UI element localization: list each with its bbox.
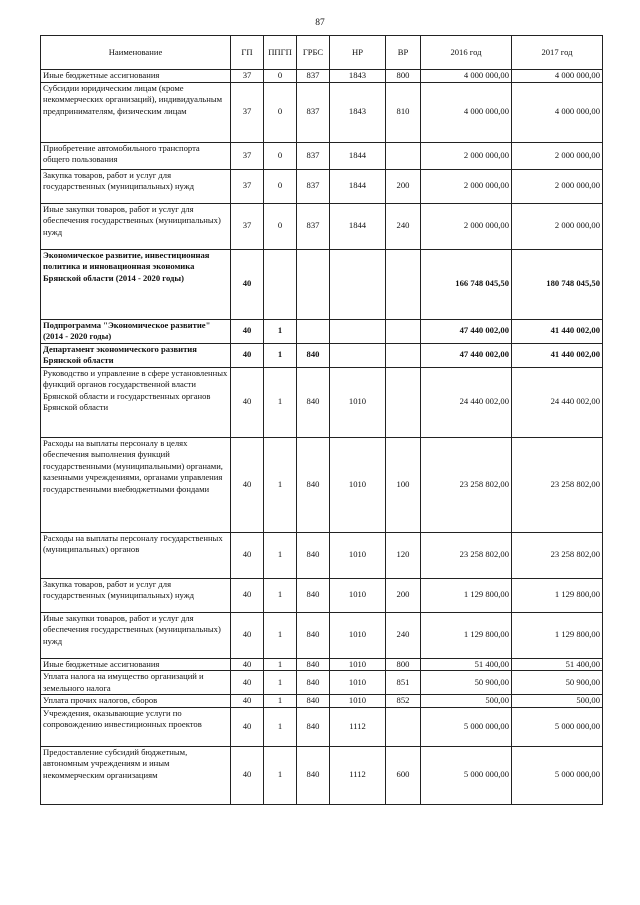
table-header-row (41, 36, 603, 70)
cell-gp: 40 (231, 695, 264, 708)
table-row (41, 142, 603, 169)
budget-table (40, 35, 603, 805)
cell-vr (386, 319, 421, 343)
cell-grbs: 837 (297, 82, 330, 142)
cell-nr (330, 249, 386, 319)
cell-2017: 1 129 800,00 (512, 612, 603, 658)
cell-grbs: 837 (297, 203, 330, 249)
cell-vr: 800 (386, 70, 421, 83)
table-row (41, 532, 603, 578)
cell-2016: 47 440 002,00 (421, 343, 512, 367)
cell-2016: 5 000 000,00 (421, 707, 512, 746)
cell-gp: 40 (231, 343, 264, 367)
header-name: Наименование (41, 36, 231, 70)
table-row (41, 249, 603, 319)
cell-2016: 5 000 000,00 (421, 746, 512, 804)
cell-nr: 1010 (330, 437, 386, 532)
cell-2017: 2 000 000,00 (512, 203, 603, 249)
table-row (41, 82, 603, 142)
cell-2017: 500,00 (512, 695, 603, 708)
cell-ppgp: 0 (264, 142, 297, 169)
cell-vr: 240 (386, 203, 421, 249)
cell-grbs: 840 (297, 367, 330, 437)
cell-name: Департамент экономического развития Брянской области (41, 343, 231, 367)
cell-vr: 100 (386, 437, 421, 532)
cell-gp: 40 (231, 532, 264, 578)
cell-name: Иные бюджетные ассигнования (41, 658, 231, 671)
cell-ppgp: 0 (264, 169, 297, 203)
cell-grbs: 840 (297, 437, 330, 532)
cell-gp: 40 (231, 578, 264, 612)
cell-2016: 1 129 800,00 (421, 578, 512, 612)
cell-gp: 40 (231, 367, 264, 437)
cell-grbs: 840 (297, 671, 330, 695)
cell-2016: 2 000 000,00 (421, 203, 512, 249)
cell-name: Руководство и управление в сфере установленных функций органов государственной власти Брянской области и государственных органов Брянской области (41, 367, 231, 437)
table-row (41, 658, 603, 671)
cell-2017: 2 000 000,00 (512, 142, 603, 169)
cell-ppgp: 1 (264, 671, 297, 695)
cell-grbs: 840 (297, 746, 330, 804)
cell-2017: 24 440 002,00 (512, 367, 603, 437)
cell-vr (386, 343, 421, 367)
cell-name: Экономическое развитие, инвестиционная политика и инновационная экономика Брянской области (2014 - 2020 годы) (41, 249, 231, 319)
cell-2017: 23 258 802,00 (512, 437, 603, 532)
cell-grbs: 840 (297, 343, 330, 367)
header-gp: ГП (231, 36, 264, 70)
cell-grbs: 840 (297, 532, 330, 578)
table-row (41, 70, 603, 83)
cell-grbs: 840 (297, 658, 330, 671)
cell-ppgp: 1 (264, 612, 297, 658)
cell-ppgp: 1 (264, 532, 297, 578)
cell-nr: 1010 (330, 532, 386, 578)
cell-ppgp: 1 (264, 343, 297, 367)
cell-ppgp: 1 (264, 658, 297, 671)
cell-nr: 1010 (330, 612, 386, 658)
cell-2016: 4 000 000,00 (421, 70, 512, 83)
cell-grbs: 840 (297, 612, 330, 658)
cell-2017: 4 000 000,00 (512, 82, 603, 142)
cell-name: Подпрограмма "Экономическое развитие" (2014 - 2020 годы) (41, 319, 231, 343)
cell-2016: 500,00 (421, 695, 512, 708)
cell-nr (330, 319, 386, 343)
cell-vr (386, 142, 421, 169)
table-row (41, 319, 603, 343)
cell-nr: 1010 (330, 695, 386, 708)
cell-name: Уплата налога на имущество организаций и земельного налога (41, 671, 231, 695)
cell-grbs (297, 249, 330, 319)
cell-2016: 2 000 000,00 (421, 142, 512, 169)
cell-vr: 200 (386, 169, 421, 203)
cell-grbs: 840 (297, 707, 330, 746)
cell-gp: 40 (231, 319, 264, 343)
cell-ppgp: 1 (264, 707, 297, 746)
cell-gp: 40 (231, 707, 264, 746)
cell-nr (330, 343, 386, 367)
table-row (41, 612, 603, 658)
cell-nr: 1844 (330, 203, 386, 249)
cell-2017: 5 000 000,00 (512, 707, 603, 746)
cell-grbs: 840 (297, 695, 330, 708)
cell-vr (386, 367, 421, 437)
cell-ppgp: 1 (264, 367, 297, 437)
cell-2016: 166 748 045,50 (421, 249, 512, 319)
table-row (41, 367, 603, 437)
cell-vr: 800 (386, 658, 421, 671)
cell-2017: 180 748 045,50 (512, 249, 603, 319)
cell-grbs (297, 319, 330, 343)
cell-ppgp: 1 (264, 695, 297, 708)
cell-gp: 40 (231, 612, 264, 658)
cell-name: Уплата прочих налогов, сборов (41, 695, 231, 708)
cell-gp: 37 (231, 142, 264, 169)
header-2016: 2016 год (421, 36, 512, 70)
cell-2016: 47 440 002,00 (421, 319, 512, 343)
cell-2017: 5 000 000,00 (512, 746, 603, 804)
cell-ppgp: 0 (264, 82, 297, 142)
cell-name: Иные бюджетные ассигнования (41, 70, 231, 83)
cell-2017: 51 400,00 (512, 658, 603, 671)
cell-nr: 1843 (330, 82, 386, 142)
cell-nr: 1844 (330, 169, 386, 203)
table-row (41, 746, 603, 804)
cell-name: Приобретение автомобильного транспорта общего пользования (41, 142, 231, 169)
cell-2016: 23 258 802,00 (421, 437, 512, 532)
cell-vr: 852 (386, 695, 421, 708)
cell-2016: 50 900,00 (421, 671, 512, 695)
cell-2016: 51 400,00 (421, 658, 512, 671)
cell-ppgp: 1 (264, 578, 297, 612)
cell-grbs: 837 (297, 70, 330, 83)
cell-gp: 40 (231, 658, 264, 671)
cell-nr: 1844 (330, 142, 386, 169)
cell-name: Закупка товаров, работ и услуг для государственных (муниципальных) нужд (41, 169, 231, 203)
cell-nr: 1112 (330, 746, 386, 804)
cell-nr: 1010 (330, 671, 386, 695)
cell-grbs: 840 (297, 578, 330, 612)
cell-grbs: 837 (297, 169, 330, 203)
cell-name: Предоставление субсидий бюджетным, автономным учреждениям и иным некоммерческим организациям (41, 746, 231, 804)
cell-name: Расходы на выплаты персоналу государственных (муниципальных) органов (41, 532, 231, 578)
cell-2016: 4 000 000,00 (421, 82, 512, 142)
cell-ppgp: 1 (264, 319, 297, 343)
cell-gp: 40 (231, 249, 264, 319)
cell-name: Закупка товаров, работ и услуг для государственных (муниципальных) нужд (41, 578, 231, 612)
cell-gp: 37 (231, 203, 264, 249)
table-row (41, 578, 603, 612)
cell-gp: 40 (231, 671, 264, 695)
cell-ppgp: 1 (264, 437, 297, 532)
cell-ppgp: 0 (264, 203, 297, 249)
cell-2016: 2 000 000,00 (421, 169, 512, 203)
cell-vr: 851 (386, 671, 421, 695)
table-row (41, 203, 603, 249)
cell-vr: 240 (386, 612, 421, 658)
cell-nr: 1843 (330, 70, 386, 83)
page-number: 87 (315, 18, 325, 28)
table-row (41, 437, 603, 532)
cell-gp: 37 (231, 82, 264, 142)
table-body (41, 70, 603, 805)
cell-2017: 4 000 000,00 (512, 70, 603, 83)
cell-vr (386, 707, 421, 746)
cell-name: Расходы на выплаты персоналу в целях обеспечения выполнения функций государственными (муниципальными) органами, казенными учреждениями, органами управления государственными внебюджетными фондами (41, 437, 231, 532)
cell-vr: 810 (386, 82, 421, 142)
cell-2017: 41 440 002,00 (512, 319, 603, 343)
table-row (41, 671, 603, 695)
cell-2017: 41 440 002,00 (512, 343, 603, 367)
cell-2017: 1 129 800,00 (512, 578, 603, 612)
cell-grbs: 837 (297, 142, 330, 169)
cell-2016: 23 258 802,00 (421, 532, 512, 578)
cell-nr: 1010 (330, 578, 386, 612)
cell-2016: 1 129 800,00 (421, 612, 512, 658)
cell-vr (386, 249, 421, 319)
header-vr: ВР (386, 36, 421, 70)
cell-2017: 50 900,00 (512, 671, 603, 695)
cell-name: Иные закупки товаров, работ и услуг для обеспечения государственных (муниципальных) нужд (41, 203, 231, 249)
cell-ppgp: 0 (264, 70, 297, 83)
table-row (41, 707, 603, 746)
cell-name: Иные закупки товаров, работ и услуг для обеспечения государственных (муниципальных) нужд (41, 612, 231, 658)
cell-gp: 40 (231, 746, 264, 804)
cell-ppgp: 1 (264, 746, 297, 804)
cell-nr: 1010 (330, 658, 386, 671)
cell-vr: 120 (386, 532, 421, 578)
header-grbs: ГРБС (297, 36, 330, 70)
cell-gp: 37 (231, 70, 264, 83)
cell-nr: 1010 (330, 367, 386, 437)
cell-nr: 1112 (330, 707, 386, 746)
cell-gp: 37 (231, 169, 264, 203)
cell-vr: 600 (386, 746, 421, 804)
cell-2017: 2 000 000,00 (512, 169, 603, 203)
header-2017: 2017 год (512, 36, 603, 70)
cell-gp: 40 (231, 437, 264, 532)
cell-2017: 23 258 802,00 (512, 532, 603, 578)
cell-name: Субсидии юридическим лицам (кроме некоммерческих организаций), индивидуальным предпринимателям, физическим лицам (41, 82, 231, 142)
header-nr: НР (330, 36, 386, 70)
table-row (41, 695, 603, 708)
cell-name: Учреждения, оказывающие услуги по сопровождению инвестиционных проектов (41, 707, 231, 746)
table-row (41, 343, 603, 367)
table-row (41, 169, 603, 203)
cell-ppgp (264, 249, 297, 319)
cell-2016: 24 440 002,00 (421, 367, 512, 437)
header-ppgp: ППГП (264, 36, 297, 70)
cell-vr: 200 (386, 578, 421, 612)
